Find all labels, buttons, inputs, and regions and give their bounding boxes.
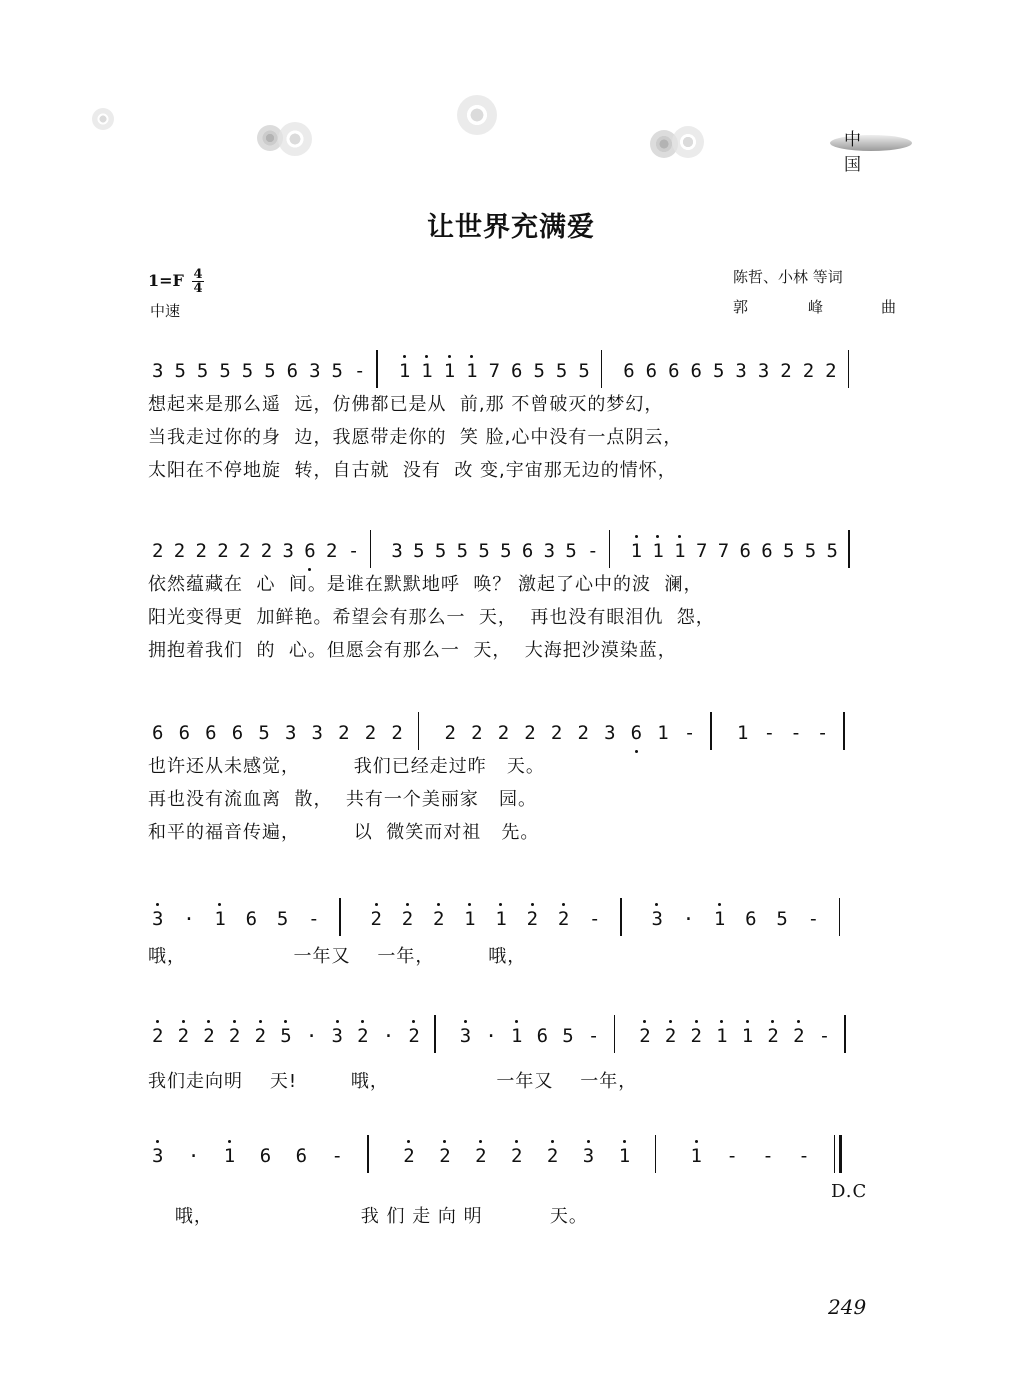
note: 2 xyxy=(690,1025,702,1047)
octave-up-dot xyxy=(156,1020,159,1023)
note: 2 xyxy=(664,1025,677,1047)
lyric-verse-1: 依然蕴藏在 心 间。是谁在默默地呼 唤？ 激起了心中的波 澜， xyxy=(148,574,703,595)
staff-system-6 xyxy=(148,1135,878,1227)
octave-up-dot xyxy=(464,1020,467,1023)
tempo-marking: 中速 xyxy=(150,302,181,320)
note: 3 xyxy=(582,1145,595,1167)
note: 6 xyxy=(668,360,680,382)
octave-up-dot xyxy=(695,1020,698,1023)
sustain-dash: - xyxy=(587,540,599,562)
note: 5 xyxy=(434,540,447,562)
note: 6 xyxy=(178,722,191,744)
note: 1 xyxy=(657,722,669,744)
octave-up-dot xyxy=(156,1140,159,1143)
octave-up-dot xyxy=(406,903,409,906)
note: 3 xyxy=(543,540,556,562)
sustain-dash: - xyxy=(762,1145,774,1167)
da-capo-mark: D.C xyxy=(831,1181,868,1202)
bar-line xyxy=(434,1015,436,1053)
octave-up-dot xyxy=(499,903,502,906)
note: 2 xyxy=(526,908,539,930)
note: 2 xyxy=(326,540,338,562)
note: 2 xyxy=(364,722,377,744)
octave-up-dot xyxy=(228,1140,231,1143)
note: 2 xyxy=(577,722,589,744)
note: 2 xyxy=(195,540,207,562)
note: 7 xyxy=(695,540,708,562)
lyric-verse-2: 再也没有流血离 散， 共有一个美丽家 园。 xyxy=(148,789,538,810)
time-denominator: 4 xyxy=(193,281,203,296)
octave-down-dot xyxy=(635,750,638,753)
note: 5 xyxy=(562,1025,574,1047)
lyricist-credit: 陈哲、小林 等词 xyxy=(733,268,843,286)
note: 1 xyxy=(618,1145,631,1167)
composer-suffix: 曲 xyxy=(881,298,897,316)
note: 1 xyxy=(466,360,478,382)
bar-line xyxy=(614,1015,616,1053)
note: 2 xyxy=(497,722,510,744)
bar-line xyxy=(339,898,341,936)
note: 3 xyxy=(284,722,297,744)
note: 2 xyxy=(825,360,837,382)
octave-up-dot xyxy=(695,1140,698,1143)
flower-icon xyxy=(92,108,114,130)
dotted-note: · xyxy=(485,1025,497,1047)
key-label: 1=F xyxy=(148,271,184,290)
sustain-dash: - xyxy=(589,908,601,930)
song-title: 让世界充满爱 xyxy=(427,212,595,243)
note: 1 xyxy=(398,360,411,382)
composer-credit xyxy=(733,296,896,317)
sustain-dash: - xyxy=(818,1025,831,1047)
sustain-dash: - xyxy=(726,1145,738,1167)
note: 2 xyxy=(152,1025,164,1047)
octave-up-dot xyxy=(443,1140,446,1143)
bar-line xyxy=(848,530,850,568)
note: 6 xyxy=(623,360,635,382)
sustain-dash: - xyxy=(347,540,360,562)
note: 2 xyxy=(370,908,382,930)
dotted-note: · xyxy=(382,1025,395,1047)
lyric-verse-2: 阳光变得更 加鲜艳。希望会有那么一 天， 再也没有眼泪仇 怨， xyxy=(148,607,715,628)
note: 2 xyxy=(403,1145,415,1167)
lyric-text: 哦， 我 们 走 向 明 天。 xyxy=(174,1206,588,1227)
sustain-dash: - xyxy=(683,722,696,744)
octave-up-dot xyxy=(156,903,159,906)
note: 1 xyxy=(464,908,476,930)
octave-up-dot xyxy=(437,903,440,906)
note: 5 xyxy=(782,540,795,562)
note: 6 xyxy=(304,540,316,562)
note: 3 xyxy=(604,722,616,744)
note: 6 xyxy=(739,540,751,562)
note: 5 xyxy=(578,360,590,382)
note: 5 xyxy=(804,540,817,562)
note: 5 xyxy=(712,360,725,382)
composer-name-1: 郭 xyxy=(733,298,749,316)
sustain-dash: - xyxy=(353,360,366,382)
note: 6 xyxy=(536,1025,549,1047)
octave-up-dot xyxy=(361,1020,364,1023)
octave-up-dot xyxy=(635,535,638,538)
note: 6 xyxy=(511,360,523,382)
note: 5 xyxy=(478,540,490,562)
note: 2 xyxy=(546,1145,559,1167)
note: 1 xyxy=(214,908,226,930)
note: 6 xyxy=(259,1145,272,1167)
note: 2 xyxy=(401,908,414,930)
bar-line xyxy=(710,712,712,750)
octave-up-dot xyxy=(207,1020,210,1023)
page-number: 249 xyxy=(828,1295,867,1319)
octave-up-dot xyxy=(718,903,721,906)
note: 2 xyxy=(228,1025,241,1047)
note: 2 xyxy=(173,540,186,562)
note: 2 xyxy=(203,1025,215,1047)
lyric-line xyxy=(148,1181,878,1227)
note: 2 xyxy=(793,1025,805,1047)
note: 6 xyxy=(761,540,773,562)
notation-line xyxy=(148,1135,878,1175)
octave-up-dot xyxy=(623,1140,626,1143)
note: 5 xyxy=(280,1025,292,1047)
notation-line xyxy=(148,1015,878,1055)
octave-up-dot xyxy=(655,903,658,906)
octave-up-dot xyxy=(531,903,534,906)
note: 2 xyxy=(475,1145,487,1167)
note: 1 xyxy=(690,1145,702,1167)
note: 2 xyxy=(802,360,815,382)
octave-up-dot xyxy=(479,1140,482,1143)
note: 5 xyxy=(219,360,231,382)
note: 3 xyxy=(459,1025,472,1047)
sustain-dash: - xyxy=(331,1145,343,1167)
notation-line xyxy=(148,530,878,570)
note: 6 xyxy=(745,908,757,930)
note: 2 xyxy=(439,1145,451,1167)
bar-line xyxy=(418,712,420,750)
dotted-note: · xyxy=(187,1145,200,1167)
staff-system-4 xyxy=(148,898,878,975)
note: 2 xyxy=(391,722,403,744)
octave-up-dot xyxy=(562,903,565,906)
note: 6 xyxy=(286,360,299,382)
note: 2 xyxy=(217,540,229,562)
sustain-dash: - xyxy=(587,1025,600,1047)
note: 6 xyxy=(645,360,658,382)
note: 6 xyxy=(152,722,164,744)
note: 6 xyxy=(205,722,217,744)
note: 5 xyxy=(565,540,577,562)
note: 1 xyxy=(511,1025,523,1047)
note: 2 xyxy=(338,722,350,744)
lyric-line: 哦， 一年又 一年， 哦， xyxy=(148,946,527,967)
note: 5 xyxy=(555,360,568,382)
note: 3 xyxy=(757,360,770,382)
lyric-verse-2: 当我走过你的身 边，我愿带走你的 笑 脸,心中没有一点阴云， xyxy=(148,427,683,448)
bar-line xyxy=(839,898,841,936)
note: 1 xyxy=(223,1145,236,1167)
lyric-verse-1: 想起来是那么遥 远，仿佛都已是从 前,那 不曾破灭的梦幻， xyxy=(148,394,664,415)
bar-line xyxy=(848,350,850,388)
note: 6 xyxy=(690,360,702,382)
lyric-verse-3: 和平的福音传遍， 以 微笑而对祖 先。 xyxy=(148,822,540,843)
octave-up-dot xyxy=(746,1020,749,1023)
octave-up-dot xyxy=(284,1020,287,1023)
octave-up-dot xyxy=(407,1140,410,1143)
octave-up-dot xyxy=(771,1020,774,1023)
time-signature xyxy=(192,268,203,295)
note: 1 xyxy=(495,908,507,930)
lyric-verse-3: 太阳在不停地旋 转，自古就 没有 改 变,宇宙那无边的情怀， xyxy=(148,460,677,481)
lyric-verse-1: 也许还从未感觉， 我们已经走过昨 天。 xyxy=(148,756,545,777)
octave-up-dot xyxy=(448,355,451,358)
staff-system-1 xyxy=(148,350,878,489)
bar-line xyxy=(620,898,622,936)
note: 1 xyxy=(741,1025,754,1047)
note: 1 xyxy=(421,360,433,382)
note: 3 xyxy=(152,1145,164,1167)
note: 5 xyxy=(196,360,209,382)
octave-up-dot xyxy=(643,1020,646,1023)
note: 2 xyxy=(357,1025,369,1047)
note: 3 xyxy=(309,360,321,382)
region-badge xyxy=(830,123,912,175)
note: 5 xyxy=(264,360,276,382)
note: 2 xyxy=(177,1025,190,1047)
region-label: 中 国 xyxy=(844,130,879,175)
octave-up-dot xyxy=(515,1140,518,1143)
dotted-note: · xyxy=(305,1025,318,1047)
octave-up-dot xyxy=(515,1020,518,1023)
bar-line xyxy=(844,1015,846,1053)
staff-system-3 xyxy=(148,712,878,851)
note: 2 xyxy=(471,722,483,744)
note: 1 xyxy=(443,360,456,382)
final-bar-line xyxy=(834,1135,842,1173)
composer-name-2: 峰 xyxy=(808,298,824,316)
note: 3 xyxy=(735,360,747,382)
note: 6 xyxy=(295,1145,308,1167)
flower-icon xyxy=(278,122,312,156)
note: 5 xyxy=(456,540,469,562)
octave-up-dot xyxy=(403,355,406,358)
note: 6 xyxy=(231,722,244,744)
octave-up-dot xyxy=(720,1020,723,1023)
note: 2 xyxy=(152,540,164,562)
note: 3 xyxy=(282,540,294,562)
note: 2 xyxy=(524,722,536,744)
notation-line xyxy=(148,712,878,752)
lyric-verse-3: 拥抱着我们 的 心。但愿会有那么一 天， 大海把沙漠染蓝， xyxy=(148,640,677,661)
note: 3 xyxy=(651,908,663,930)
staff-system-5 xyxy=(148,1015,878,1100)
note: 5 xyxy=(413,540,425,562)
note: 5 xyxy=(776,908,788,930)
note: 2 xyxy=(408,1025,420,1047)
note: 6 xyxy=(521,540,534,562)
note: 5 xyxy=(331,360,343,382)
note: 7 xyxy=(717,540,730,562)
note: 1 xyxy=(652,540,664,562)
octave-up-dot xyxy=(375,903,378,906)
note: 3 xyxy=(152,360,164,382)
note: 2 xyxy=(557,908,570,930)
bar-line xyxy=(601,350,603,388)
bar-line xyxy=(843,712,845,750)
note: 3 xyxy=(311,722,323,744)
staff-system-2 xyxy=(148,530,878,669)
sustain-dash: - xyxy=(816,722,829,744)
octave-up-dot xyxy=(259,1020,262,1023)
octave-up-dot xyxy=(551,1140,554,1143)
sustain-dash: - xyxy=(763,722,776,744)
note: 2 xyxy=(444,722,456,744)
time-numerator: 4 xyxy=(193,267,203,282)
note: 2 xyxy=(767,1025,779,1047)
notation-line xyxy=(148,898,878,938)
note: 1 xyxy=(630,540,643,562)
flower-icon xyxy=(672,126,704,158)
notation-line xyxy=(148,350,878,390)
octave-up-dot xyxy=(336,1020,339,1023)
octave-up-dot xyxy=(218,903,221,906)
note: 5 xyxy=(533,360,545,382)
sustain-dash: - xyxy=(807,908,820,930)
sustain-dash: - xyxy=(798,1145,810,1167)
note: 3 xyxy=(331,1025,343,1047)
note: 1 xyxy=(674,540,686,562)
octave-up-dot xyxy=(678,535,681,538)
note: 5 xyxy=(258,722,270,744)
note: 2 xyxy=(432,908,445,930)
octave-up-dot xyxy=(669,1020,672,1023)
octave-up-dot xyxy=(587,1140,590,1143)
dotted-note: · xyxy=(183,908,195,930)
note: 2 xyxy=(780,360,792,382)
note: 5 xyxy=(174,360,186,382)
dotted-note: · xyxy=(682,908,695,930)
note: 2 xyxy=(639,1025,651,1047)
note: 2 xyxy=(511,1145,523,1167)
octave-up-dot xyxy=(233,1020,236,1023)
lyric-line: 我们走向明 天! 哦， 一年又 一年， xyxy=(148,1071,638,1092)
note: 2 xyxy=(239,540,251,562)
note: 1 xyxy=(716,1025,728,1047)
note: 5 xyxy=(241,360,254,382)
octave-up-dot xyxy=(468,903,471,906)
octave-up-dot xyxy=(797,1020,800,1023)
note: 3 xyxy=(152,908,164,930)
octave-up-dot xyxy=(182,1020,185,1023)
key-signature xyxy=(148,268,204,295)
octave-up-dot xyxy=(425,355,428,358)
bar-line xyxy=(370,530,372,568)
note: 5 xyxy=(276,908,289,930)
octave-up-dot xyxy=(412,1020,415,1023)
note: 5 xyxy=(500,540,512,562)
sustain-dash: - xyxy=(308,908,320,930)
note: 2 xyxy=(260,540,273,562)
bar-line xyxy=(609,530,611,568)
bar-line xyxy=(376,350,378,388)
note: 2 xyxy=(550,722,563,744)
note: 3 xyxy=(391,540,403,562)
sustain-dash: - xyxy=(790,722,802,744)
note: 6 xyxy=(245,908,258,930)
bar-line xyxy=(367,1135,369,1173)
note: 1 xyxy=(713,908,726,930)
note: 6 xyxy=(630,722,643,744)
note: 7 xyxy=(488,360,501,382)
octave-up-dot xyxy=(656,535,659,538)
note: 2 xyxy=(254,1025,267,1047)
flower-icon xyxy=(457,95,497,135)
octave-up-dot xyxy=(470,355,473,358)
note: 5 xyxy=(826,540,838,562)
bar-line xyxy=(655,1135,657,1173)
note: 1 xyxy=(737,722,749,744)
